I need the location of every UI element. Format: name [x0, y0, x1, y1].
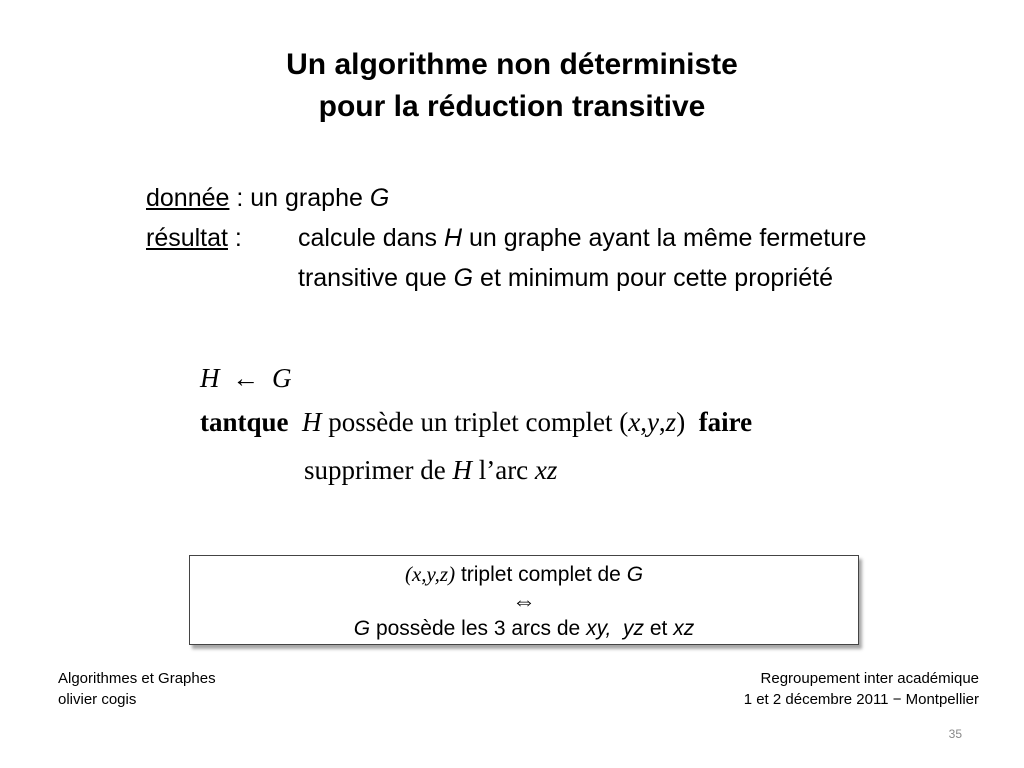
box-arc-xz: xz: [673, 617, 695, 640]
comma: ,: [658, 407, 666, 437]
resultat-description: [298, 218, 946, 298]
donnee-variable: G: [369, 184, 390, 212]
while-line: [200, 400, 752, 444]
body-text-2: l’arc: [471, 455, 535, 485]
slide-title: [0, 44, 1024, 128]
resultat-separator: :: [227, 224, 242, 252]
triplet-z: z: [665, 407, 677, 437]
while-variable: H: [302, 407, 322, 437]
box-line-3: [190, 615, 858, 642]
resultat-text-2: un graphe ayant la même fermeture transitive que: [298, 224, 874, 292]
footer-course-title: Algorithmes et Graphes: [58, 670, 216, 687]
footer-right: [744, 668, 979, 710]
footer-date: 1 et 2 décembre 2011 − Montpellier: [743, 691, 979, 708]
do-keyword: faire: [698, 407, 753, 437]
triplet-x: x: [628, 407, 641, 437]
box-line-3-variable: G: [353, 617, 371, 640]
resultat-label: résultat: [146, 224, 228, 252]
box-line-1: [190, 561, 858, 588]
box-line-1-variable: G: [626, 563, 644, 586]
algorithm-block: [200, 356, 752, 492]
donnee-separator: : un graphe: [229, 184, 370, 212]
footer-author: olivier cogis: [58, 691, 137, 708]
resultat-text-3: et minimum pour cette propriété: [473, 264, 833, 292]
footer-left: [58, 668, 216, 710]
body-variable: H: [452, 455, 472, 485]
box-and: et: [644, 617, 674, 640]
triplet-y: y: [646, 407, 659, 437]
resultat-text-1: calcule dans: [298, 224, 444, 252]
equivalence-icon: ⇔: [512, 588, 536, 615]
box-line-3-text: possède les 3 arcs de: [370, 617, 587, 640]
resultat-variable-g: G: [453, 264, 474, 292]
resultat-variable-h: H: [443, 224, 462, 252]
definition-box: [189, 555, 859, 645]
body-text: supprimer de: [304, 455, 453, 485]
assign-lhs: H: [200, 363, 220, 393]
donnee-row: [146, 178, 946, 218]
page-number: 35: [948, 727, 962, 741]
box-arc-yz: yz: [623, 617, 645, 640]
specification-block: [146, 178, 946, 298]
while-keyword: tantque: [200, 407, 289, 437]
footer-event: Regroupement inter académique: [760, 670, 979, 687]
resultat-row: [146, 218, 946, 298]
body-arc: xz: [534, 455, 558, 485]
box-triplet: (x,y,z): [404, 562, 456, 586]
title-line-2: pour la réduction transitive: [318, 90, 706, 123]
loop-body-line: [200, 448, 752, 492]
title-line-1: Un algorithme non déterministe: [286, 48, 738, 81]
left-arrow-icon: ←: [232, 363, 260, 393]
comma: ,: [640, 407, 647, 437]
close-paren: ): [676, 407, 686, 437]
while-text: possède un triplet complet (: [321, 407, 629, 437]
assignment-line: [200, 356, 752, 400]
box-arc-xy: xy,: [586, 617, 612, 640]
donnee-label: donnée: [146, 184, 230, 212]
box-line-1-text: triplet complet de: [455, 563, 627, 586]
assign-rhs: G: [272, 363, 292, 393]
